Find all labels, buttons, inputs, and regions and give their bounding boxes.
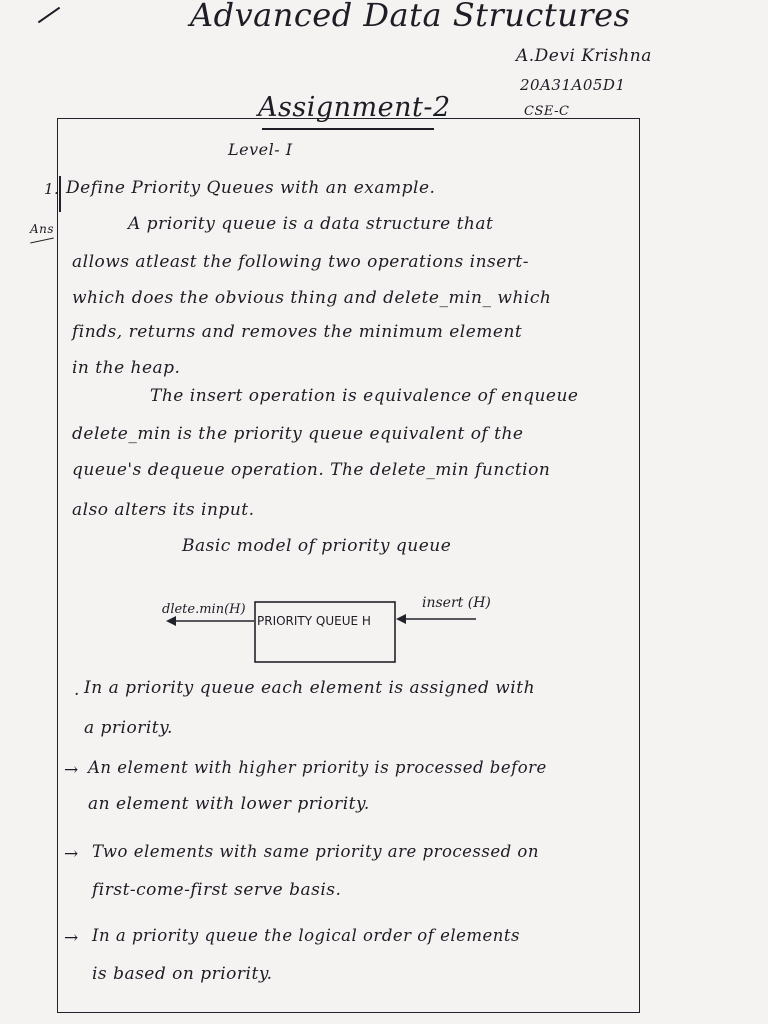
- priority-queue-box: [255, 602, 395, 662]
- corner-tick-mark: [38, 7, 60, 24]
- point-line: Two elements with same priority are processed on: [92, 842, 539, 861]
- margin-divider: [59, 176, 61, 212]
- paragraph2-line: also alters its input.: [72, 500, 255, 520]
- delete-min-label: dlete.min(H): [162, 602, 246, 617]
- paragraph2-line: The insert operation is equivalence of enqueue: [150, 386, 579, 406]
- point-line: first-come-first serve basis.: [92, 880, 342, 900]
- point-line: an element with lower priority.: [88, 794, 370, 814]
- insert-label: insert (H): [422, 595, 491, 611]
- arrow-bullet-icon: →: [64, 844, 79, 864]
- delete-min-arrowhead: [166, 616, 176, 626]
- diagram-caption: Basic model of priority queue: [182, 536, 452, 556]
- level-label: Level- I: [228, 140, 293, 159]
- question-text: Define Priority Queues with an example.: [66, 178, 436, 198]
- paragraph1-line: in the heap.: [72, 358, 181, 378]
- student-name: A.Devi Krishna: [516, 46, 652, 66]
- point-line: An element with higher priority is processed before: [88, 758, 547, 777]
- paragraph1-line: finds, returns and removes the minimum element: [72, 322, 523, 342]
- priority-queue-label: PRIORITY QUEUE H: [257, 614, 371, 628]
- roll-number: 20A31A05D1: [520, 76, 626, 94]
- arrow-bullet-icon: →: [64, 928, 79, 948]
- paragraph2-line: delete_min is the priority queue equivalent of the: [72, 424, 524, 444]
- paragraph1-line: allows atleast the following two operations insert-: [72, 252, 529, 272]
- point-line: is based on priority.: [92, 964, 273, 984]
- insert-arrowhead: [396, 614, 406, 624]
- answer-label-underline: [30, 238, 54, 244]
- bullet-marker: .: [74, 680, 80, 700]
- paragraph1-line: A priority queue is a data structure that: [128, 214, 494, 234]
- paragraph2-line: queue's dequeue operation. The delete_min function: [72, 460, 551, 480]
- page-title: Advanced Data Structures: [190, 0, 631, 34]
- point-line: a priority.: [84, 718, 173, 738]
- question-number: 1.: [44, 180, 60, 198]
- assignment-heading: Assignment-2: [258, 92, 451, 123]
- paragraph1-line: which does the obvious thing and delete_min_ which: [72, 288, 552, 308]
- department: CSE-C: [524, 104, 570, 119]
- answer-label: Ans: [30, 222, 55, 236]
- point-line: In a priority queue each element is assigned with: [84, 678, 536, 698]
- priority-queue-diagram: [150, 585, 510, 670]
- arrow-bullet-icon: →: [64, 760, 79, 780]
- point-line: In a priority queue the logical order of elements: [92, 926, 521, 945]
